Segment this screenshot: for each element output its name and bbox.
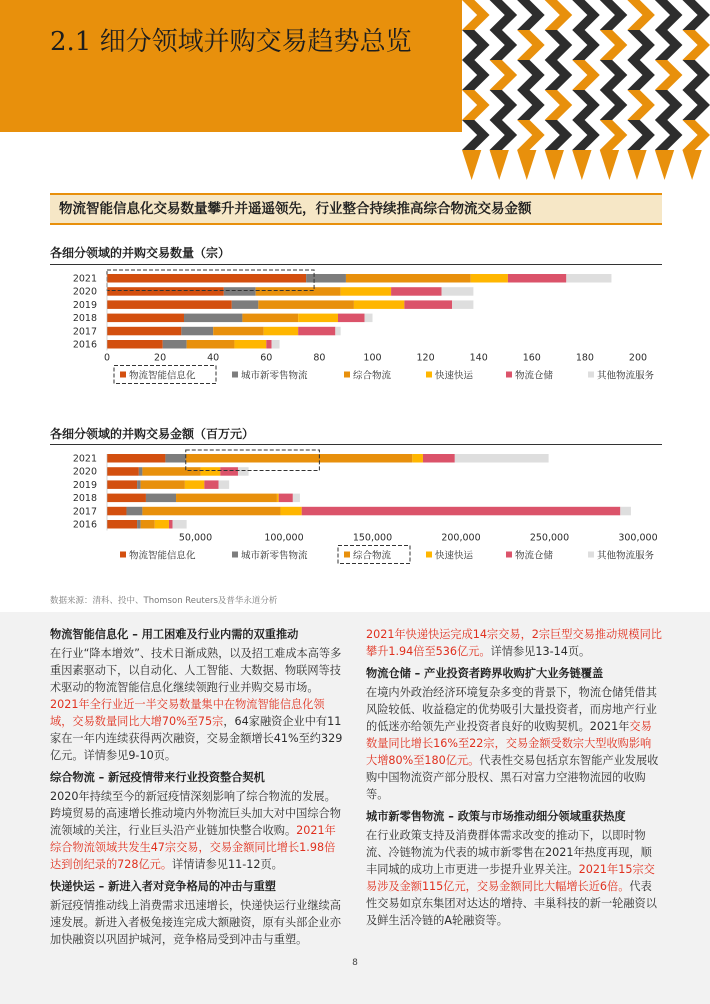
body-text: 新冠疫情推动线上消费需求迅速增长，快递快运行业继续高速发展。新进入者极兔接连完成大额融资，原有头部企业亦加快融资以巩固护城河，竞争格局受到冲击与重塑。 (50, 899, 341, 946)
y-tick-label: 2019 (72, 299, 97, 311)
legend-label: 物流智能信息化 (129, 550, 196, 562)
y-tick-label: 2016 (72, 339, 97, 351)
bar-segment (346, 274, 471, 283)
x-tick-label: 80 (313, 352, 326, 364)
legend-swatch (588, 552, 594, 558)
chart2-title: 各细分领域的并购交易金额（百万元） (50, 427, 255, 441)
bar-segment (107, 467, 139, 476)
bar-segment (107, 454, 165, 463)
bar-segment (266, 340, 271, 349)
legend-label: 其他物流服务 (597, 370, 655, 382)
left-column (50, 626, 346, 953)
bar-segment (141, 520, 155, 529)
section-heading: 快递快运 – 新进入者对竞争格局的冲击与重塑 (50, 880, 276, 893)
legend-swatch (232, 552, 238, 558)
bar-segment (391, 287, 441, 296)
bar-segment (404, 300, 452, 309)
body-text: 在行业政策支持及消费群体需求改变的推动下，以即时物流、冷链物流为代表的城市新零售在2021年热度再现，顺丰同城的成功上市更进一步提升业界关注。 (366, 829, 652, 876)
legend-label: 快速快运 (435, 370, 474, 382)
legend-label: 城市新零售物流 (241, 550, 308, 562)
bar-segment (354, 300, 404, 309)
chart2-rule (50, 444, 662, 445)
x-tick-label: 250,000 (529, 532, 570, 544)
chart-deal-value (0, 446, 710, 586)
legend-label: 综合物流 (353, 550, 392, 562)
highlighted-text: 2021年快递快运完成14宗交易，2宗巨型交易推动规模同比攀升1.94倍至536亿元。 (366, 628, 662, 658)
x-tick-label: 20 (154, 352, 167, 364)
bar-segment (184, 314, 242, 323)
page-number: 8 (352, 958, 358, 968)
bar-segment (224, 287, 256, 296)
headline-banner: 物流智能信息化交易数量攀升并遥遥领先，行业整合持续推高综合物流交易金额 (50, 193, 662, 225)
x-tick-label: 100 (363, 352, 382, 364)
highlighted-text: 2021年全行业近一半交易数量集中在物流智能信息化领域，交易数量同比大增70%至75宗 (50, 698, 325, 728)
bar-segment (365, 314, 373, 323)
legend-swatch (426, 552, 432, 558)
x-tick-label: 200 (628, 352, 648, 364)
x-tick-label: 0 (103, 352, 111, 364)
x-tick-label: 40 (207, 352, 220, 364)
section-body (50, 788, 346, 873)
bar-segment (181, 327, 213, 336)
section-heading: 物流智能信息化 – 用工困难及行业内需的双重推动 (50, 628, 299, 641)
bar-segment (146, 494, 176, 503)
bar-segment (238, 467, 249, 476)
bar-segment (412, 454, 423, 463)
body-text: 详情参见13-14页。 (490, 645, 591, 658)
legend-swatch (344, 372, 350, 378)
legend-swatch (120, 552, 126, 558)
section-body (50, 645, 346, 764)
x-tick-label: 180 (575, 352, 594, 364)
bar-segment (163, 340, 187, 349)
bar-segment (107, 494, 146, 503)
legend-label: 其他物流服务 (597, 550, 655, 562)
bar-segment (264, 327, 299, 336)
bar-segment (165, 454, 185, 463)
bar-segment (142, 507, 280, 516)
bar-segment (169, 520, 173, 529)
bar-segment (185, 480, 204, 489)
legend-label: 综合物流 (353, 370, 392, 382)
bar-segment (176, 494, 277, 503)
x-tick-label: 60 (260, 352, 273, 364)
legend-label: 物流仓储 (515, 370, 554, 382)
bar-segment (298, 314, 338, 323)
y-tick-label: 2019 (72, 479, 97, 491)
body-text: 在行业“降本增效”、技术日渐成熟，以及招工难成本高等多重因素驱动下，以自动化、人工智能、大数据、物联网等技术驱动的物流智能信息化继续领跑行业并购交易市场。 (50, 647, 342, 694)
bar-segment (107, 287, 224, 296)
x-tick-label: 120 (416, 352, 435, 364)
bar-segment (508, 274, 566, 283)
highlighted-text: 2021年15宗交易涉及金额115亿元，交易金额同比大幅增长近6倍。 (366, 863, 655, 893)
y-tick-label: 2018 (72, 313, 97, 325)
body-text: 代表性交易包括京东智能产业发展收购中国物流资产部分股权、黑石对富力空港物流园的收购等。 (366, 754, 659, 801)
highlighted-text: 2021年综合物流领域共发生47宗交易，交易金额同比增长1.98倍达到创纪录的728亿元。 (50, 824, 336, 871)
y-tick-label: 2018 (72, 493, 97, 505)
bar-segment (219, 480, 230, 489)
body-text: 代表性交易如京东集团对达达的增持、丰巢科技的新一轮融资以及鲜生活冷链的A轮融资等。 (366, 880, 657, 927)
x-tick-label: 100,000 (264, 532, 304, 544)
y-tick-label: 2021 (72, 273, 97, 285)
bar-segment (234, 340, 266, 349)
body-text: 2020年持续至今的新冠疫情深刻影响了综合物流的发展。跨境贸易的高速增长推动境内外物流巨头加大对中国综合物流领域的关注，行业巨头沿产业链加快整合收购。 (50, 790, 341, 837)
legend-label: 快速快运 (435, 550, 474, 562)
bar-segment (141, 480, 185, 489)
bar-segment (107, 300, 232, 309)
data-source: 数据来源：清科、投中、Thomson Reuters及普华永道分析 (50, 596, 278, 606)
bar-segment (107, 480, 137, 489)
chart1-rule (50, 264, 662, 265)
bar-segment (201, 467, 220, 476)
bar-segment (306, 274, 346, 283)
bar-segment (293, 494, 300, 503)
bar-segment (232, 300, 259, 309)
bar-segment (137, 480, 141, 489)
bar-segment (452, 300, 473, 309)
bar-segment (272, 340, 280, 349)
y-tick-label: 2017 (72, 326, 97, 338)
bar-segment (455, 454, 549, 463)
header-band (0, 0, 462, 132)
section-heading: 综合物流 – 新冠疫情带来行业投资整合契机 (50, 771, 265, 784)
bar-segment (107, 520, 137, 529)
bar-segment (302, 507, 621, 516)
bar-segment (341, 287, 391, 296)
legend-label: 物流智能信息化 (129, 370, 196, 382)
section-body (50, 897, 346, 948)
chevron-pattern-decoration (462, 0, 710, 182)
bar-segment (155, 520, 169, 529)
legend-swatch (120, 372, 126, 378)
section-body (366, 827, 662, 929)
y-tick-label: 2020 (72, 286, 97, 298)
legend-label: 物流仓储 (515, 550, 554, 562)
chart1-title: 各细分领域的并购交易数量（宗） (50, 246, 231, 260)
page-title: 2.1 细分领域并购交易趋势总览 (50, 27, 412, 57)
x-tick-label: 160 (522, 352, 541, 364)
legend-swatch (506, 552, 512, 558)
legend-swatch (506, 372, 512, 378)
bar-segment (213, 327, 263, 336)
body-text: 详情请参见11-12页。 (172, 858, 283, 871)
legend-swatch (588, 372, 594, 378)
bar-segment (107, 274, 306, 283)
bar-segment (139, 467, 143, 476)
bar-segment (242, 314, 298, 323)
bar-segment (280, 507, 301, 516)
bar-segment (186, 454, 413, 463)
bar-segment (423, 454, 455, 463)
legend-swatch (426, 372, 432, 378)
bar-segment (279, 494, 293, 503)
bar-segment (107, 507, 126, 516)
bar-segment (338, 314, 365, 323)
highlighted-text: 交易数量同比增长16%至22宗，交易金额受数宗大型收购影响大增80%至180亿元。 (366, 720, 652, 767)
bar-segment (335, 327, 340, 336)
section-heading: 物流仓储 – 产业投资者跨界收购扩大业务链覆盖 (366, 667, 604, 680)
y-tick-label: 2020 (72, 466, 97, 478)
bar-segment (258, 300, 354, 309)
bar-segment (620, 507, 631, 516)
legend-swatch (344, 552, 350, 558)
bar-segment (107, 340, 163, 349)
bar-segment (471, 274, 508, 283)
bar-segment (442, 287, 474, 296)
bar-segment (204, 480, 218, 489)
bar-segment (107, 327, 181, 336)
legend-swatch (232, 372, 238, 378)
right-column (366, 626, 662, 934)
bar-segment (566, 274, 611, 283)
bar-segment (142, 467, 200, 476)
body-text: ，64家融资企业中有11家在一年内连续获得两次融资，交易金额增长41%至约329亿元。详情参见9-10页。 (50, 715, 343, 762)
chart-deal-count (0, 266, 710, 406)
y-tick-label: 2017 (72, 506, 97, 518)
y-tick-label: 2016 (72, 519, 97, 531)
section-heading: 城市新零售物流 – 政策与市场推动细分领域重获热度 (366, 810, 626, 823)
bar-segment (256, 287, 341, 296)
bar-segment (187, 340, 235, 349)
bar-segment (298, 327, 335, 336)
section-body (366, 684, 662, 803)
bar-segment (107, 314, 184, 323)
body-text: 在境内外政治经济环境复杂多变的背景下，物流仓储凭借其风险较低、收益稳定的优势吸引大量投资者，而房地产行业的低迷亦给领先产业投资者良好的收购契机。2021年 (366, 686, 657, 733)
y-tick-label: 2021 (72, 453, 97, 465)
x-tick-label: 300,000 (618, 532, 658, 544)
legend-label: 城市新零售物流 (241, 370, 308, 382)
section-body (366, 626, 662, 660)
bar-segment (137, 520, 141, 529)
bar-segment (126, 507, 142, 516)
bar-segment (220, 467, 238, 476)
x-tick-label: 140 (469, 352, 488, 364)
bar-segment (277, 494, 279, 503)
x-tick-label: 50,000 (178, 532, 213, 544)
x-tick-label: 150,000 (352, 532, 393, 544)
bar-segment (172, 520, 186, 529)
x-tick-label: 200,000 (441, 532, 481, 544)
